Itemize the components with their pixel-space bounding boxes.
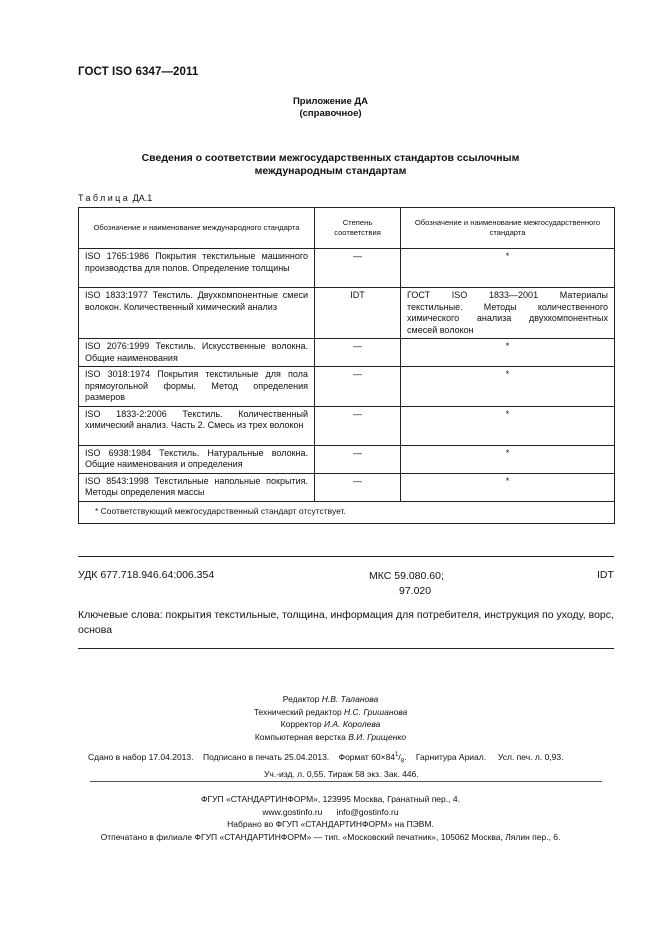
degree-code: IDT xyxy=(597,569,614,581)
table-row xyxy=(79,367,615,407)
udk-code: УДК 677.718.946.64:006.354 xyxy=(78,569,215,581)
cell-degree: — xyxy=(315,445,401,473)
table-caption-prefix: Таблица xyxy=(78,193,131,203)
cell-international-standard: ISO 6938:1984 Текстиль. Натуральные волокна. Общие наименования и определения xyxy=(79,445,315,473)
header-interstate-standard: Обозначение и наименование межгосударственного стандарта xyxy=(401,208,615,249)
divider-line xyxy=(78,648,614,649)
cell-interstate-standard: * xyxy=(401,367,615,407)
document-header: ГОСТ ISO 6347—2011 xyxy=(78,66,199,78)
tech-editor-line: Технический редактор Н.С. Гришанова xyxy=(253,706,408,717)
cell-degree: — xyxy=(315,249,401,288)
mks-line2: 97.020 xyxy=(399,585,432,597)
publisher-address: ФГУП «СТАНДАРТИНФОРМ», 123995 Москва, Гранатный пер., 4. xyxy=(201,794,460,804)
print-info xyxy=(88,749,608,781)
cell-interstate-standard: * xyxy=(401,339,615,367)
appendix-title: Приложение ДА xyxy=(292,96,369,107)
print-info-line1: Сдано в набор 17.04.2013. Подписано в печать 25.04.2013. Формат $60\times 84^1/_8$. Гарнитура Ариал. Усл. печ. л. 0,93. xyxy=(88,751,564,765)
mks-code xyxy=(369,569,444,599)
printed-info: Отпечатано в филиале ФГУП «СТАНДАРТИНФОРМ» — тип. «Московский печатник», 105062 Москва, Лялин пер., 6. xyxy=(100,831,561,842)
divider-line xyxy=(78,556,614,557)
cell-international-standard: ISO 1833-2:2006 Текстиль. Количественный химический анализ. Часть 2. Смесь из трех волокон xyxy=(79,406,315,445)
corrector-line: Корректор И.А. Королева xyxy=(280,719,381,729)
section-title xyxy=(0,152,661,178)
cell-degree: — xyxy=(315,473,401,501)
mks-line1: МКС 59.080.60; xyxy=(369,570,444,582)
cell-interstate-standard: * xyxy=(401,445,615,473)
cell-international-standard: ISO 8543:1998 Текстильные напольные покрытия. Методы определения массы xyxy=(79,473,315,501)
publisher-contacts xyxy=(0,806,661,819)
cell-international-standard: ISO 2076:1999 Текстиль. Искусственные волокна. Общие наименования xyxy=(79,339,315,367)
cell-degree: — xyxy=(315,367,401,407)
cell-international-standard: ISO 1765:1986 Покрытия текстильные машинного производства для полов. Определение толщины xyxy=(79,249,315,288)
table-row xyxy=(79,339,615,367)
table-row xyxy=(79,445,615,473)
cell-interstate-standard: * xyxy=(401,473,615,501)
publisher-email[interactable]: info@gostinfo.ru xyxy=(336,806,399,817)
appendix-note: (справочное) xyxy=(299,108,362,119)
table-caption xyxy=(78,193,152,203)
table-row xyxy=(79,288,615,339)
cell-degree: — xyxy=(315,339,401,367)
credits-block xyxy=(0,693,661,743)
cell-interstate-standard: * xyxy=(401,249,615,288)
table-footnote: * Соответствующий межгосударственный стандарт отсутствует. xyxy=(79,501,615,523)
divider-line xyxy=(90,781,602,782)
cell-degree: IDT xyxy=(315,288,401,339)
cell-international-standard: ISO 1833:1977 Текстиль. Двухкомпонентные смеси волокон. Количественный химический анализ xyxy=(79,288,315,339)
publisher-website[interactable]: www.gostinfo.ru xyxy=(262,806,323,817)
layout-line: Компьютерная верстка В.И. Грищенко xyxy=(254,731,407,742)
keywords: Ключевые слова: покрытия текстильные, толщина, информация для потребителя, инструкция по уходу, ворс, основа xyxy=(78,609,614,636)
table-footnote-row xyxy=(79,501,615,523)
typeset-info: Набрано во ФГУП «СТАНДАРТИНФОРМ» на ПЭВМ. xyxy=(227,819,434,829)
publisher-block xyxy=(0,793,661,843)
table-row xyxy=(79,249,615,288)
editor-line: Редактор Н.В. Таланова xyxy=(282,694,379,704)
cell-international-standard: ISO 3018:1974 Покрытия текстильные для пола прямоугольной формы. Метод определения размеров xyxy=(79,367,315,407)
correspondence-table xyxy=(78,207,615,524)
cell-degree: — xyxy=(315,406,401,445)
table-row xyxy=(79,473,615,501)
table-header-row xyxy=(79,208,615,249)
appendix-heading xyxy=(0,96,661,120)
cell-interstate-standard: ГОСТ ISO 1833—2001 Материалы текстильные. Методы количественного химического анализа двухкомпонентных смесей волокон xyxy=(401,288,615,339)
print-info-line2: Уч.-изд. л. 0,55. Тираж 58 экз. Зак. 446. xyxy=(264,769,419,780)
header-degree-of-correspondence: Степень соответствия xyxy=(315,208,401,249)
table-caption-id: ДА.1 xyxy=(132,193,153,203)
cell-interstate-standard: * xyxy=(401,406,615,445)
section-title-line1: Сведения о соответствии межгосударственных стандартов ссылочным xyxy=(141,152,520,164)
table-row xyxy=(79,406,615,445)
header-international-standard: Обозначение и наименование международного стандарта xyxy=(79,208,315,249)
section-title-line2: международным стандартам xyxy=(254,165,407,177)
